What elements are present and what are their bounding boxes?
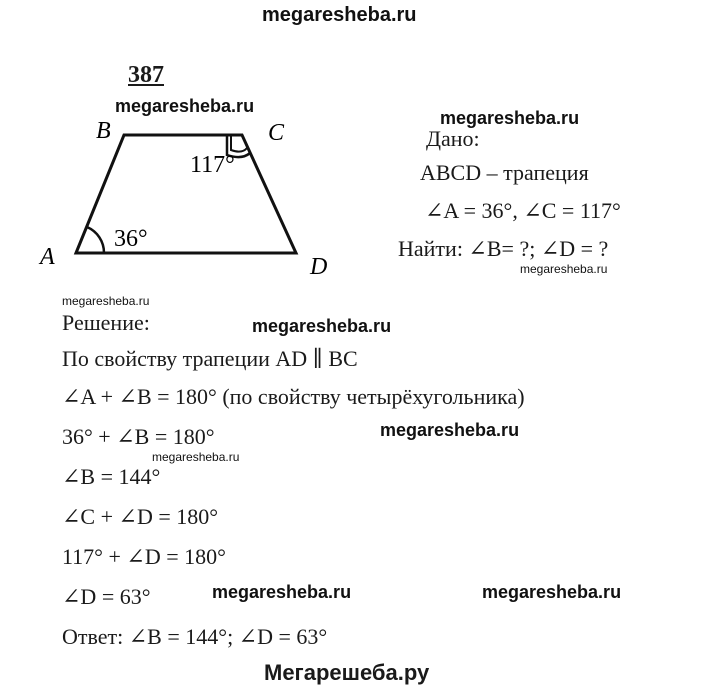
- solution-heading: Решение:: [62, 310, 150, 335]
- trapezoid-figure: [30, 110, 360, 280]
- solution-line-1: По свойству трапеции AD ∥ BC: [62, 346, 358, 371]
- given-line-1: ABCD – трапеция: [420, 160, 589, 185]
- solution-line-5: ∠C + ∠D = 180°: [62, 504, 219, 529]
- footer-brand: Мегарешеба.ру: [264, 660, 430, 685]
- angle-a-label: 36°: [114, 226, 148, 252]
- solution-line-3: 36° + ∠B = 180°: [62, 424, 215, 449]
- watermark-figure: megaresheba.ru: [115, 96, 255, 116]
- watermark-solution-small: megaresheba.ru: [62, 294, 150, 308]
- vertex-b-label: B: [96, 118, 111, 144]
- angle-a-arc: [87, 227, 104, 253]
- watermark-solution-big: megaresheba.ru: [252, 316, 392, 336]
- vertex-a-label: A: [40, 244, 55, 270]
- watermark-top: megaresheba.ru: [262, 4, 417, 26]
- watermark-find-small: megaresheba.ru: [520, 262, 608, 276]
- watermark-given: megaresheba.ru: [440, 108, 580, 128]
- solution-line-6: 117° + ∠D = 180°: [62, 544, 226, 569]
- problem-number: 387: [128, 62, 164, 88]
- given-heading: Дано:: [426, 126, 480, 151]
- given-line-2: ∠A = 36°, ∠C = 117°: [425, 198, 621, 223]
- solution-line-7: ∠D = 63°: [62, 584, 151, 609]
- watermark-bottom-right: megaresheba.ru: [482, 582, 622, 602]
- answer-line: Ответ: ∠B = 144°; ∠D = 63°: [62, 624, 328, 649]
- watermark-mid-small: megaresheba.ru: [152, 450, 240, 464]
- watermark-bottom-left: megaresheba.ru: [212, 582, 352, 602]
- watermark-mid-big: megaresheba.ru: [380, 420, 520, 440]
- solution-line-4: ∠B = 144°: [62, 464, 161, 489]
- trapezoid-outline: [76, 135, 296, 253]
- angle-c-label: 117°: [190, 152, 235, 178]
- solution-line-2: ∠A + ∠B = 180° (по свойству четырёхугольника): [62, 384, 525, 409]
- vertex-c-label: C: [268, 120, 285, 146]
- find-line: Найти: ∠B= ?; ∠D = ?: [398, 236, 609, 261]
- vertex-d-label: D: [310, 254, 328, 280]
